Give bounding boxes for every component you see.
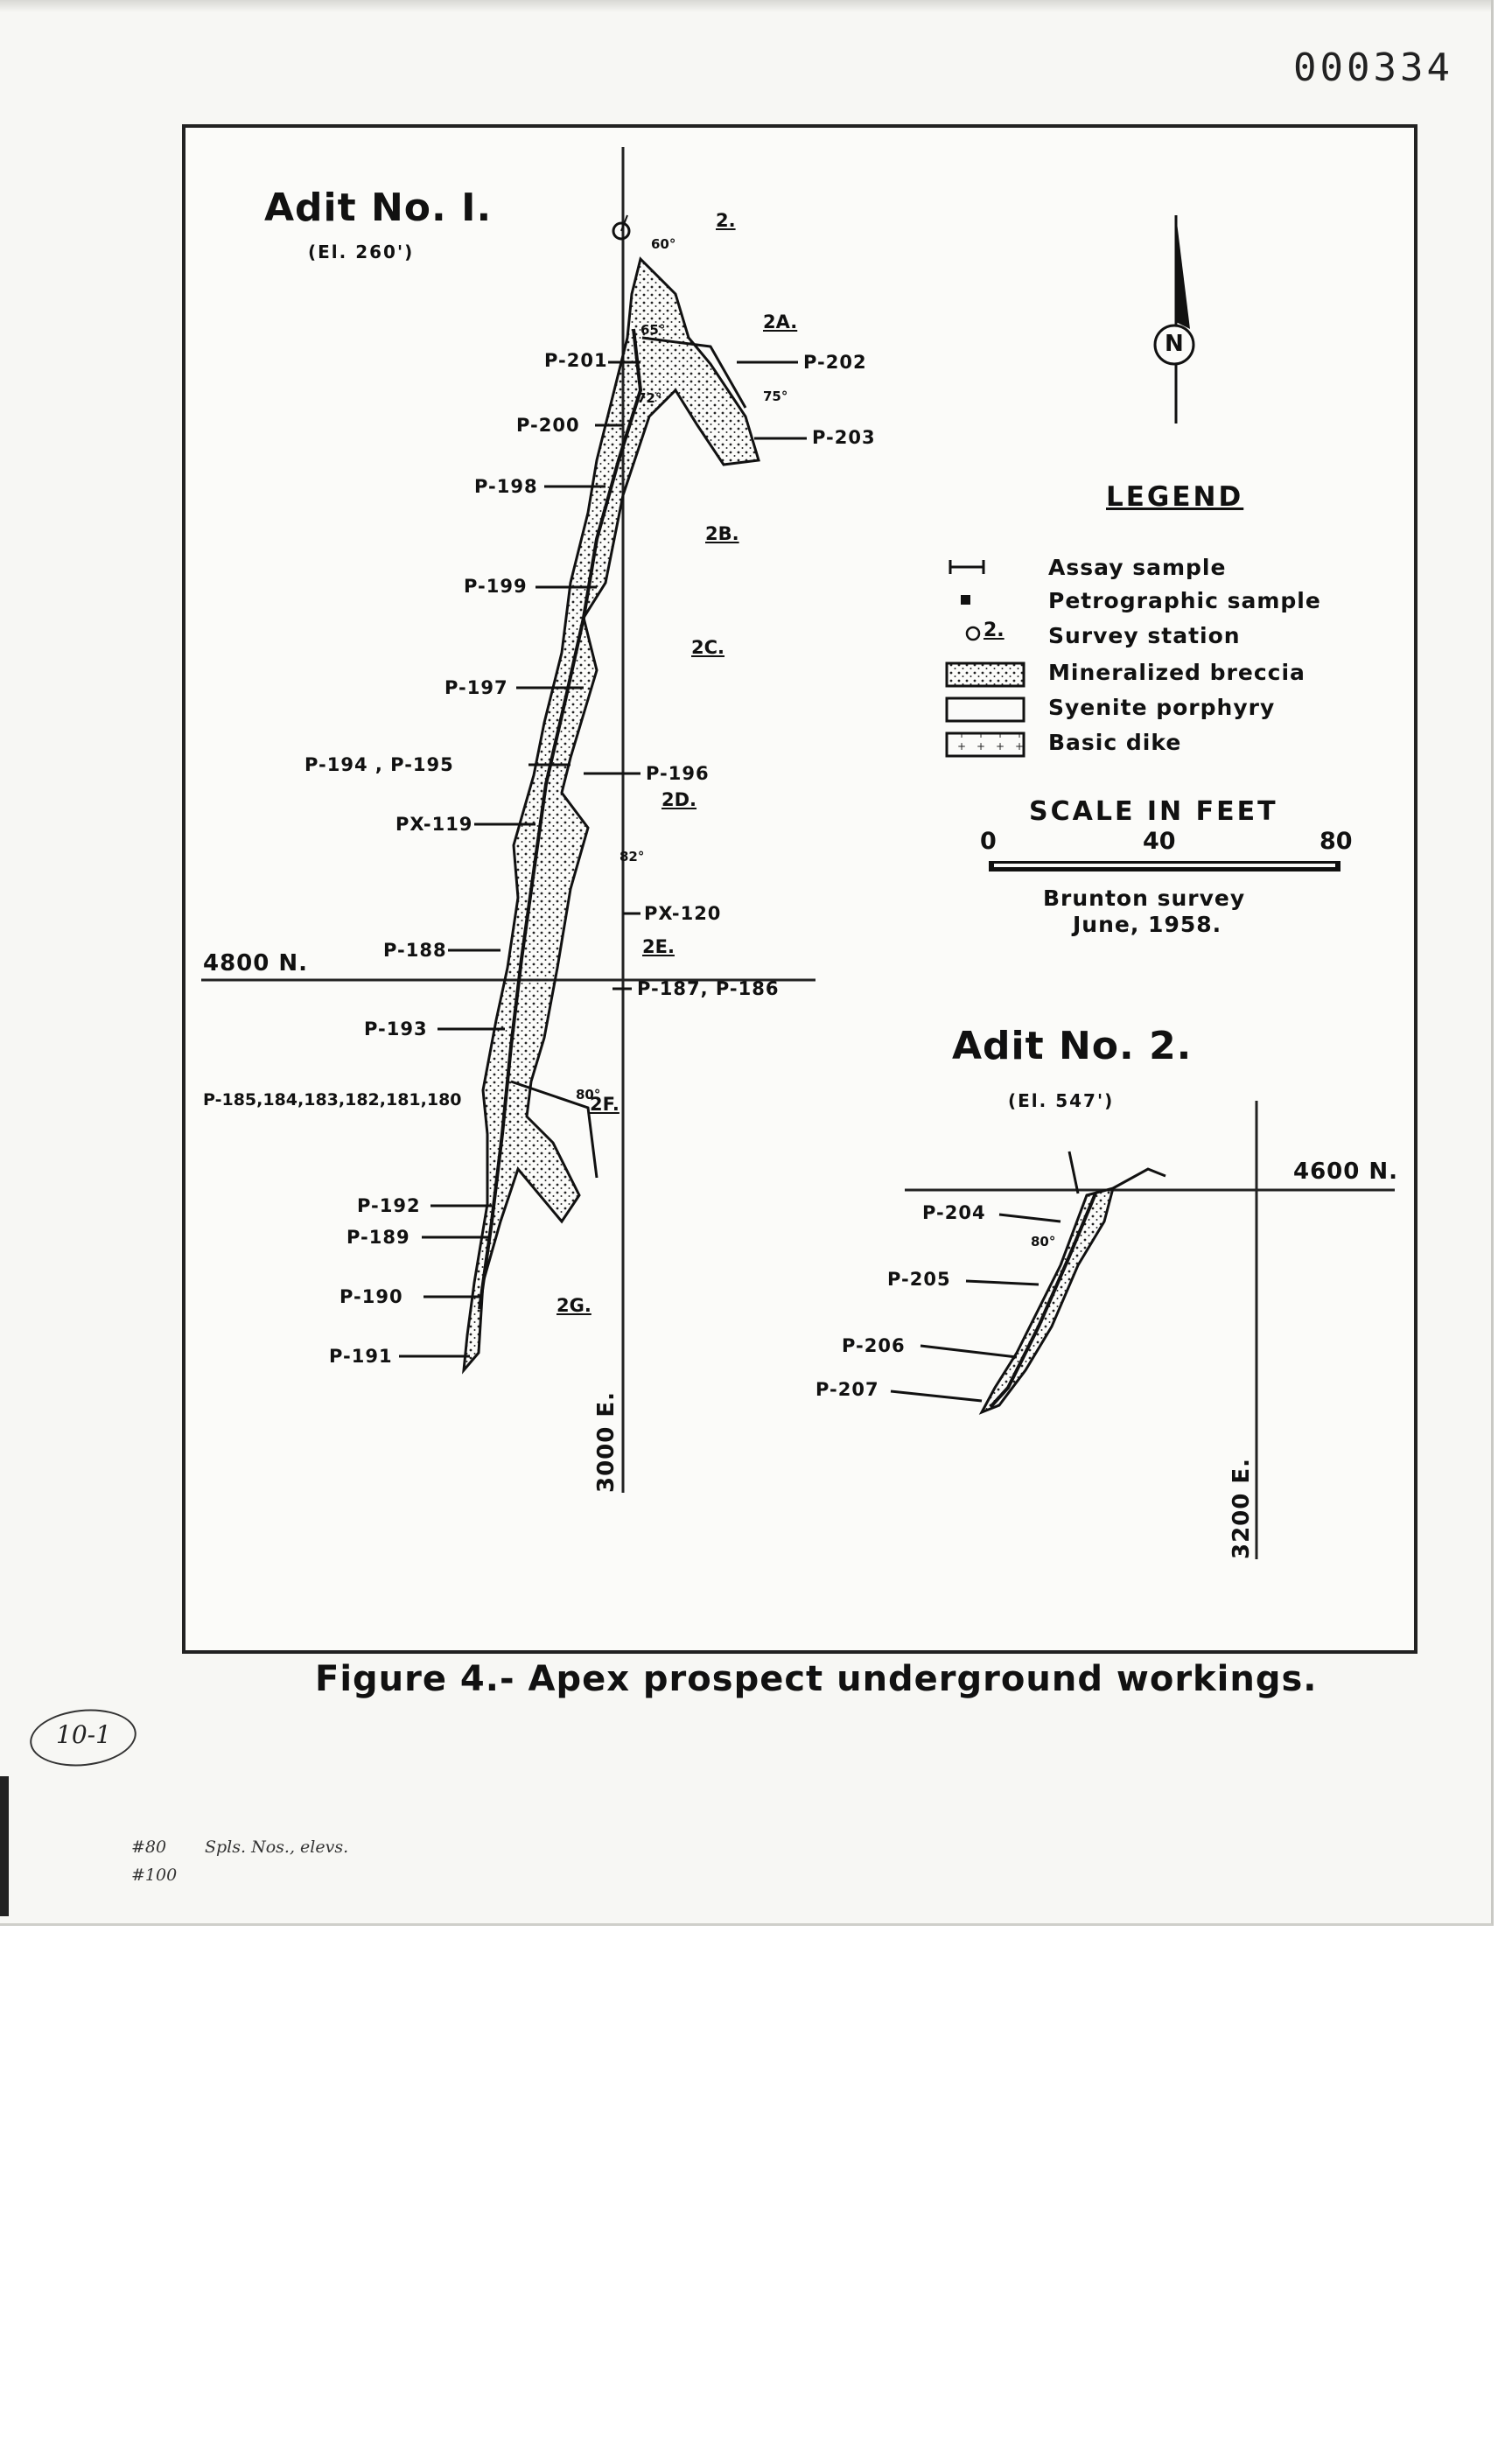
legend-title: LEGEND xyxy=(1106,481,1244,513)
sample-label: P-193 xyxy=(364,1018,428,1040)
handwritten-note-80: #80 xyxy=(131,1838,167,1857)
north-arrow-head xyxy=(1176,215,1190,329)
legend-assay-symbol xyxy=(950,560,984,574)
station-2a: 2A. xyxy=(763,312,798,332)
sample-label: P-188 xyxy=(383,940,447,961)
legend-item-breccia: Mineralized breccia xyxy=(1048,660,1306,685)
grid-label-4800n: 4800 N. xyxy=(203,950,309,976)
handwritten-note-100: #100 xyxy=(131,1866,178,1885)
sample-label: P-189 xyxy=(346,1227,410,1248)
dip-label: 65° xyxy=(640,322,666,338)
scale-title: SCALE IN FEET xyxy=(1029,796,1278,827)
sample-label: P-198 xyxy=(474,476,538,497)
sample-label: P-202 xyxy=(803,352,867,373)
legend-station-symbol xyxy=(967,627,979,640)
adit1-elevation: (El. 260') xyxy=(308,242,415,262)
sample-label: PX-120 xyxy=(644,903,722,924)
legend-syenite-symbol xyxy=(947,698,1024,721)
legend-item-dike: Basic dike xyxy=(1048,730,1182,755)
station-2b: 2B. xyxy=(705,523,739,544)
survey-note-line1: Brunton survey xyxy=(1043,886,1246,911)
scale-tick-0: 0 xyxy=(980,828,997,855)
grid-label-3200e: 3200 E. xyxy=(1228,1457,1255,1559)
dip-label: 75° xyxy=(763,388,788,404)
legend-petrographic-symbol xyxy=(961,595,970,605)
grid-label-4600n: 4600 N. xyxy=(1293,1158,1399,1185)
handwritten-oval-text: 10-1 xyxy=(56,1720,111,1749)
sample-label: P-206 xyxy=(842,1335,906,1356)
sample-label: P-201 xyxy=(544,350,608,371)
adit2-portal-lines xyxy=(1069,1152,1166,1194)
scale-tick-80: 80 xyxy=(1320,828,1353,855)
station-2c: 2C. xyxy=(691,637,725,658)
map-frame xyxy=(182,124,1418,1654)
sample-label: P-199 xyxy=(464,576,528,597)
scale-tick-40: 40 xyxy=(1143,828,1176,855)
station-2f: 2F. xyxy=(590,1094,620,1115)
handwritten-note-spls: Spls. Nos., elevs. xyxy=(205,1838,349,1857)
sample-label: P-197 xyxy=(444,677,508,698)
dip-label: 80° xyxy=(576,1087,601,1102)
binding-edge-mark xyxy=(0,1776,9,1916)
sample-label: P-187, P-186 xyxy=(637,978,780,999)
sample-label: P-200 xyxy=(516,415,580,436)
station-2: 2. xyxy=(716,210,736,231)
sample-label: P-194 , P-195 xyxy=(304,754,454,775)
legend-item-syenite: Syenite porphyry xyxy=(1048,695,1276,720)
dip-label: 82° xyxy=(620,849,645,864)
adit2-title: Adit No. 2. xyxy=(952,1024,1193,1068)
station-2g: 2G. xyxy=(556,1295,592,1316)
survey-note-line2: June, 1958. xyxy=(1073,912,1222,937)
sample-label: PX-119 xyxy=(396,814,473,835)
adit1-title: Adit No. I. xyxy=(264,186,493,230)
station-2d: 2D. xyxy=(662,789,697,810)
sheet-edge-shadow xyxy=(0,0,1491,12)
figure-caption: Figure 4.- Apex prospect underground workings. xyxy=(315,1659,1318,1699)
sample-label: P-192 xyxy=(357,1195,421,1216)
sample-label: P-191 xyxy=(329,1346,393,1367)
page-number: 000334 xyxy=(1293,46,1453,90)
legend-item-assay: Assay sample xyxy=(1048,555,1227,580)
station-2e: 2E. xyxy=(642,936,675,957)
sample-label: P-204 xyxy=(922,1202,986,1223)
adit2-elevation: (El. 547') xyxy=(1008,1090,1115,1111)
dip-label: 80° xyxy=(1031,1234,1056,1250)
legend-item-petrographic: Petrographic sample xyxy=(1048,588,1321,613)
north-arrow-label: N xyxy=(1165,331,1184,357)
legend-dike-symbol xyxy=(947,733,1024,756)
grid-label-3000e: 3000 E. xyxy=(593,1390,620,1493)
sample-label: P-196 xyxy=(646,763,710,784)
sample-label: P-203 xyxy=(812,427,876,448)
legend-item-station: Survey station xyxy=(1048,623,1241,648)
sample-label: P-205 xyxy=(887,1269,951,1290)
legend-breccia-symbol xyxy=(947,663,1024,686)
adit2-breccia xyxy=(982,1188,1113,1412)
dip-label: 60° xyxy=(651,236,676,252)
sample-label: P-207 xyxy=(816,1379,879,1400)
sample-label: P-190 xyxy=(340,1286,403,1307)
legend-station-number: 2. xyxy=(984,620,1004,641)
dip-label: 72° xyxy=(637,390,662,406)
sample-label: P-185,184,183,182,181,180 xyxy=(203,1090,462,1110)
